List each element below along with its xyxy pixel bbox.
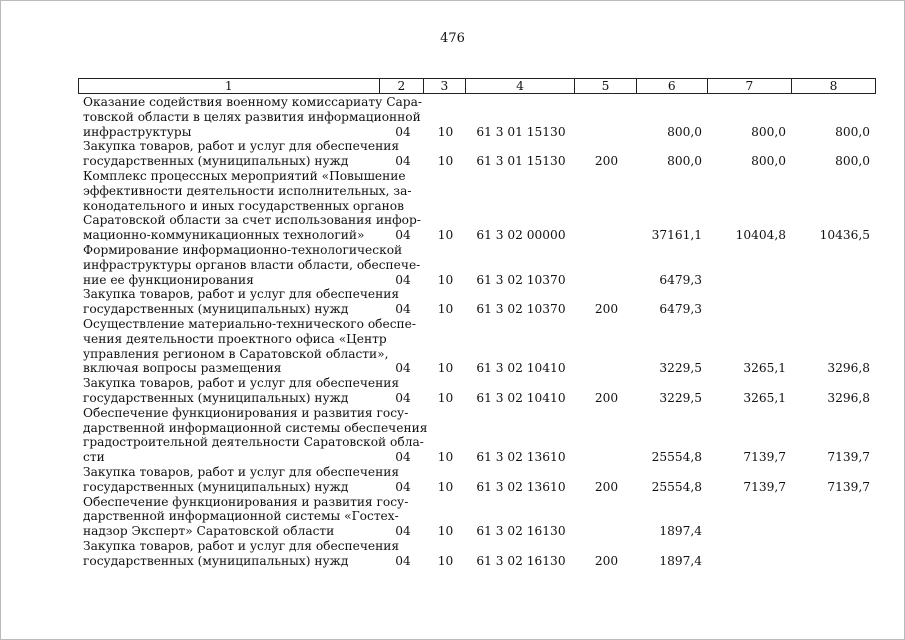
amount-year-1: 6479,3 (659, 302, 702, 317)
header-cell: 3 (423, 79, 465, 93)
row-description (78, 376, 400, 406)
header-cell: 5 (574, 79, 635, 93)
target-article: 61 3 02 16130 (476, 524, 566, 539)
section-code: 04 (395, 361, 411, 376)
expense-type: 200 (594, 553, 619, 568)
description-line: конодательного и иных государственных органов (83, 198, 405, 213)
subsection-code: 10 (437, 524, 454, 539)
amount-year-1: 1897,4 (659, 553, 702, 568)
description-line: чения деятельности проектного офиса «Центр (83, 331, 387, 346)
amount-year-3: 800,0 (835, 124, 870, 139)
amount-year-2: 3265,1 (743, 390, 786, 405)
table-row (78, 465, 876, 495)
expense-type: 200 (594, 390, 619, 405)
amount-year-1: 25554,8 (651, 479, 702, 494)
amount-year-1: 800,0 (667, 154, 702, 169)
description-line: Обеспечение функционирования и развития госу- (83, 494, 409, 509)
description-line: государственных (муниципальных) нужд (83, 302, 349, 317)
subsection-code: 10 (437, 361, 454, 376)
description-line: дарственной информационной системы «Гостех- (83, 509, 399, 524)
table-row (78, 95, 876, 139)
description-line: Обеспечение функционирования и развития госу- (83, 405, 409, 420)
amount-year-1: 1897,4 (659, 524, 702, 539)
amount-year-1: 800,0 (667, 124, 702, 139)
description-line: мационно-коммуникационных технологий» (83, 228, 365, 243)
amount-year-3: 7139,7 (827, 479, 870, 494)
description-line: Саратовской области за счет использования инфор- (83, 213, 421, 228)
subsection-code: 10 (437, 450, 454, 465)
amount-year-1: 6479,3 (659, 272, 702, 287)
amount-year-3: 10436,5 (819, 228, 870, 243)
table-row (78, 495, 876, 539)
amount-year-2: 800,0 (751, 154, 786, 169)
row-description (78, 464, 400, 495)
header-cell: 1 (224, 79, 233, 93)
description-line: управления регионом в Саратовской области», (83, 346, 389, 361)
target-article: 61 3 02 10410 (476, 390, 566, 405)
target-article: 61 3 01 15130 (476, 124, 566, 139)
row-description (78, 287, 400, 317)
table-row (78, 317, 876, 376)
subsection-code: 10 (437, 479, 454, 494)
header-cell: 2 (379, 79, 424, 93)
target-article: 61 3 02 10410 (476, 361, 566, 376)
description-line: Комплекс процессных мероприятий «Повышение (83, 168, 406, 183)
amount-year-2: 3265,1 (743, 361, 786, 376)
target-article: 61 3 02 10370 (476, 302, 566, 317)
section-code: 04 (395, 524, 411, 539)
description-line: Закупка товаров, работ и услуг для обеспечения (83, 464, 400, 479)
description-line: ние ее функционирования (83, 272, 254, 287)
section-code: 04 (395, 450, 411, 465)
expense-type: 200 (594, 154, 619, 169)
budget-table (78, 78, 876, 569)
description-line: Закупка товаров, работ и услуг для обеспечения (83, 376, 400, 391)
description-line: Закупка товаров, работ и услуг для обеспечения (83, 287, 400, 302)
target-article: 61 3 02 16130 (476, 553, 566, 568)
section-code: 04 (395, 553, 411, 568)
amount-year-1: 3229,5 (659, 361, 702, 376)
table-row (78, 139, 876, 169)
section-code: 04 (395, 479, 411, 494)
subsection-code: 10 (437, 228, 454, 243)
description-line: сти (83, 450, 105, 465)
table-row (78, 376, 876, 406)
expense-type: 200 (594, 302, 619, 317)
amount-year-2: 10404,8 (735, 228, 786, 243)
subsection-code: 10 (437, 390, 454, 405)
subsection-code: 10 (437, 124, 454, 139)
description-line: градостроительной деятельности Саратовской обла- (83, 435, 424, 450)
description-line: Закупка товаров, работ и услуг для обеспечения (83, 139, 400, 154)
header-cell: 8 (791, 79, 875, 93)
description-line: государственных (муниципальных) нужд (83, 553, 349, 568)
amount-year-2: 7139,7 (743, 450, 786, 465)
subsection-code: 10 (437, 154, 454, 169)
description-line: Оказание содействия военному комиссариату Сара- (83, 95, 422, 109)
header-cell: 6 (636, 79, 707, 93)
row-description (78, 139, 400, 169)
section-code: 04 (395, 302, 411, 317)
amount-year-1: 37161,1 (651, 228, 702, 243)
description-line: Осуществление материально-технического обеспе- (83, 316, 416, 331)
subsection-code: 10 (437, 553, 454, 568)
target-article: 61 3 02 00000 (476, 228, 566, 243)
description-line: государственных (муниципальных) нужд (83, 154, 349, 169)
target-article: 61 3 02 13610 (476, 450, 566, 465)
description-line: включая вопросы размещения (83, 361, 282, 376)
target-article: 61 3 02 10370 (476, 272, 566, 287)
description-line: Формирование информационно-технологической (83, 242, 403, 257)
row-description (78, 538, 400, 569)
amount-year-2: 7139,7 (743, 479, 786, 494)
section-code: 04 (395, 124, 411, 139)
description-line: государственных (муниципальных) нужд (83, 390, 349, 405)
amount-year-1: 25554,8 (651, 450, 702, 465)
table-header (78, 78, 876, 94)
amount-year-2: 800,0 (751, 124, 786, 139)
section-code: 04 (395, 154, 411, 169)
target-article: 61 3 02 13610 (476, 479, 566, 494)
section-code: 04 (395, 390, 411, 405)
table-body (78, 94, 876, 569)
description-line: Закупка товаров, работ и услуг для обеспечения (83, 538, 400, 553)
description-line: инфраструктуры органов власти области, обеспече- (83, 257, 421, 272)
target-article: 61 3 01 15130 (476, 154, 566, 169)
table-row (78, 287, 876, 317)
subsection-code: 10 (437, 302, 454, 317)
description-line: государственных (муниципальных) нужд (83, 479, 349, 494)
table-row (78, 539, 876, 569)
amount-year-1: 3229,5 (659, 390, 702, 405)
header-cell: 4 (465, 79, 575, 93)
section-code: 04 (395, 272, 411, 287)
table-row (78, 406, 876, 465)
expense-type: 200 (594, 479, 619, 494)
description-line: надзор Эксперт» Саратовской области (83, 524, 335, 539)
description-line: инфраструктуры (83, 124, 192, 139)
description-line: товской области в целях развития информационной (83, 109, 421, 124)
section-code: 04 (395, 228, 411, 243)
amount-year-3: 3296,8 (827, 390, 870, 405)
amount-year-3: 7139,7 (827, 450, 870, 465)
description-line: эффективности деятельности исполнительных, за- (83, 183, 412, 198)
description-line: дарственной информационной системы обеспечения (83, 420, 428, 435)
table-row (78, 243, 876, 287)
amount-year-3: 3296,8 (827, 361, 870, 376)
amount-year-3: 800,0 (835, 154, 870, 169)
header-cell: 7 (707, 79, 791, 93)
subsection-code: 10 (437, 272, 454, 287)
table-row (78, 169, 876, 243)
page-number: 476 (440, 31, 465, 46)
